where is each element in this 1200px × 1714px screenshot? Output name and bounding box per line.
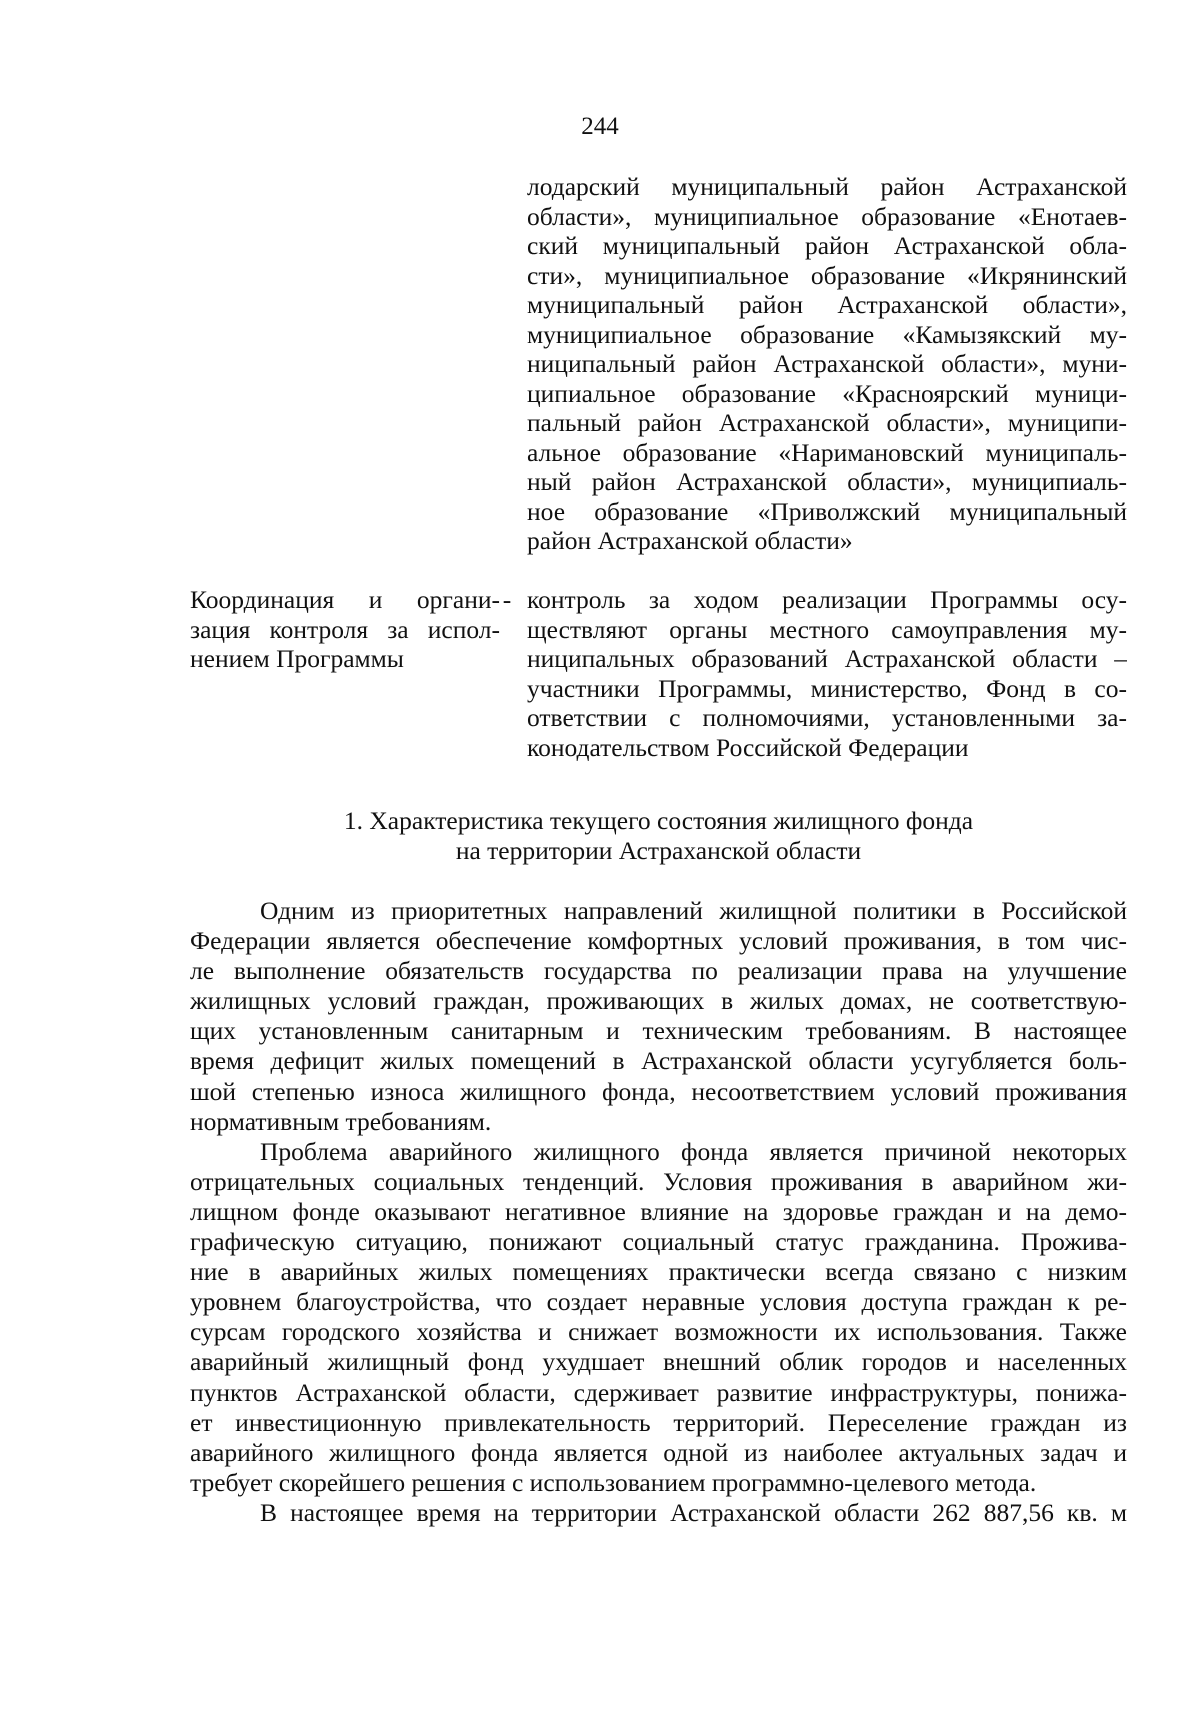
paragraph bbox=[190, 1498, 1127, 1528]
label-line: Координация и органи- bbox=[190, 585, 500, 614]
body-text bbox=[190, 896, 1127, 1528]
label-line: нением Программы bbox=[190, 644, 404, 673]
text-line: сурсам городского хозяйства и снижает возможности их использования. Также bbox=[190, 1317, 1127, 1347]
text-line: район Астраханской области» bbox=[527, 526, 853, 555]
text-line: уровнем благоустройства, что создает неравные условия доступа граждан к ре- bbox=[190, 1287, 1127, 1317]
text-line: щих установленным санитарным и техническим требованиям. В настоящее bbox=[190, 1016, 1127, 1046]
text-line: отрицательных социальных тенденций. Условия проживания в аварийном жи- bbox=[190, 1166, 1127, 1196]
text-line: ле выполнение обязательств государства по реализации права на улучшение bbox=[190, 956, 1127, 986]
text-line: ный район Астраханской области», муниципиаль- bbox=[527, 467, 1127, 496]
text-line: Одним из приоритетных направлений жилищной политики в Российской bbox=[260, 896, 1127, 925]
text-line: ние в аварийных жилых помещениях практически всегда связано с низким bbox=[190, 1257, 1127, 1287]
text-line: ский муниципальный район Астраханской обла- bbox=[527, 231, 1127, 260]
text-line: муниципиальное образование «Камызякский му- bbox=[527, 319, 1127, 349]
text-line: жилищных условий граждан, проживающих в жилых домах, не соответствую- bbox=[190, 986, 1127, 1016]
text-line: пунктов Астраханской области, сдерживает развитие инфраструктуры, понижа- bbox=[190, 1377, 1127, 1407]
text-line: время дефицит жилых помещений в Астраханской области усугубляется боль- bbox=[190, 1046, 1127, 1076]
text-line: участники Программы, министерство, Фонд в со- bbox=[527, 673, 1127, 703]
text-line: ниципальный район Астраханской области», муни- bbox=[527, 349, 1127, 378]
text-line: Федерации является обеспечение комфортных условий проживания, в том чис- bbox=[190, 926, 1127, 956]
section-heading bbox=[190, 806, 1127, 866]
text-line: ответствии с полномочиями, установленными за- bbox=[527, 703, 1127, 732]
text-line: аварийный жилищный фонд ухудшает внешний облик городов и населенных bbox=[190, 1347, 1127, 1377]
paragraph bbox=[190, 1137, 1127, 1498]
text-line: лищном фонде оказывают негативное влияние на здоровье граждан и на демо- bbox=[190, 1196, 1127, 1226]
heading-line: 1. Характеристика текущего состояния жилищного фонда bbox=[343, 806, 974, 835]
text-line: шой степенью износа жилищного фонда, несоответствием условий проживания bbox=[190, 1076, 1127, 1106]
text-line: ществляют органы местного самоуправления му- bbox=[527, 614, 1127, 644]
text-line: муниципальный район Астраханской области», bbox=[527, 290, 1127, 319]
text-line: лодарский муниципальный район Астраханской bbox=[527, 172, 1127, 201]
text-line: ное образование «Приволжский муниципальный bbox=[527, 496, 1127, 526]
participants-continuation bbox=[527, 172, 1127, 556]
text-line: конодательством Российской Федерации bbox=[527, 732, 969, 762]
coordination-label bbox=[190, 585, 500, 674]
page-number: 244 bbox=[581, 113, 619, 140]
text-line: контроль за ходом реализации Программы осу- bbox=[527, 585, 1127, 614]
label-line: зация контроля за испол- bbox=[190, 614, 500, 644]
heading-line: на территории Астраханской области bbox=[455, 836, 862, 865]
text-line: графическую ситуацию, понижают социальный статус гражданина. Прожива- bbox=[190, 1227, 1127, 1257]
text-line: области», муниципиальное образование «Енотаев- bbox=[527, 201, 1127, 231]
text-line: нормативным требованиям. bbox=[190, 1106, 492, 1136]
text-line: альное образование «Наримановский муниципаль- bbox=[527, 437, 1127, 467]
text-line: ет инвестиционную привлекательность территорий. Переселение граждан из bbox=[190, 1407, 1127, 1437]
text-line: Проблема аварийного жилищного фонда является причиной некоторых bbox=[260, 1136, 1127, 1166]
text-line: требует скорейшего решения с использованием программно-целевого метода. bbox=[190, 1467, 1037, 1497]
text-line: пальный район Астраханской области», муниципи- bbox=[527, 408, 1127, 437]
text-line: В настоящее время на территории Астраханской области 262 887,56 кв. м bbox=[260, 1497, 1127, 1527]
paragraph bbox=[190, 896, 1127, 1137]
text-line: аварийного жилищного фонда является одной из наиболее актуальных задач и bbox=[190, 1437, 1127, 1467]
text-line: сти», муниципиальное образование «Икрянинский bbox=[527, 260, 1127, 290]
text-line: ципиальное образование «Красноярский муници- bbox=[527, 378, 1127, 408]
coordination-text bbox=[527, 585, 1127, 762]
coordination-dash: - bbox=[502, 585, 512, 614]
text-line: ниципальных образований Астраханской области – bbox=[527, 644, 1127, 673]
